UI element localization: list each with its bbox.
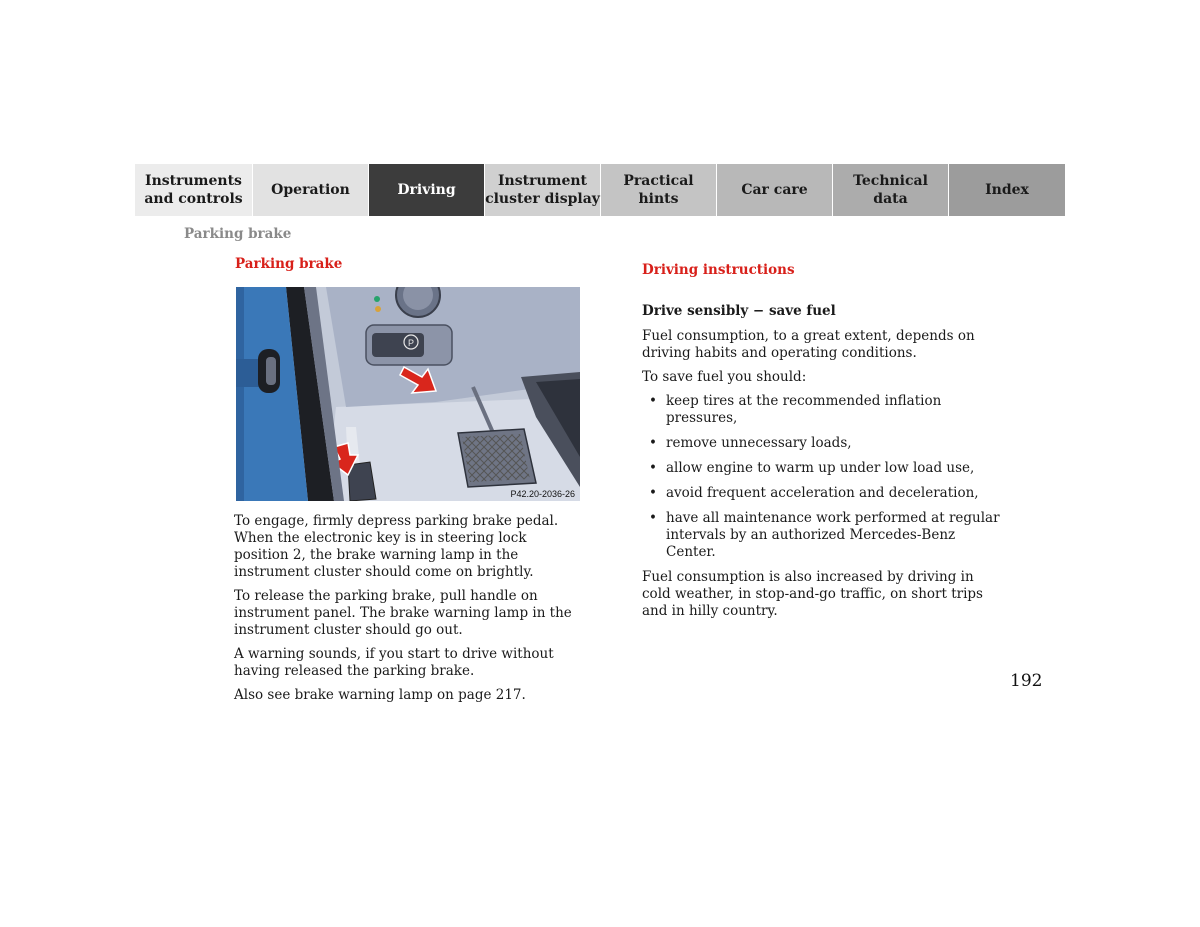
- save-fuel-subheading: Drive sensibly − save fuel: [642, 303, 836, 319]
- engage-paragraph: To engage, firmly depress parking brake pedal. When the electronic key is in steering lock position 2, the brake warning lamp in the instrument cluster should come on brightly.: [234, 513, 559, 580]
- release-paragraph: To release the parking brake, pull handle on instrument panel. The brake warning lamp in the instrument cluster should go out.: [234, 588, 572, 638]
- lead-paragraph: To save fuel you should:: [642, 369, 807, 385]
- intro-paragraph: Fuel consumption, to a great extent, depends on driving habits and operating conditions.: [642, 328, 975, 361]
- page-number: 192: [1010, 671, 1043, 691]
- list-item: • remove unnecessary loads,: [642, 435, 1002, 452]
- tab-practical-hints[interactable]: Practical hints: [601, 164, 717, 216]
- left-column: [234, 513, 584, 711]
- tab-car-care[interactable]: Car care: [717, 164, 833, 216]
- tab-driving[interactable]: Driving: [369, 164, 485, 216]
- tab-operation[interactable]: Operation: [253, 164, 369, 216]
- fuel-tips-list: [642, 393, 1002, 561]
- warning-paragraph: A warning sounds, if you start to drive without having released the parking brake.: [234, 646, 554, 679]
- tab-instruments-and-controls[interactable]: Instruments and controls: [135, 164, 253, 216]
- tab-index[interactable]: Index: [949, 164, 1065, 216]
- figure-reference-label: P42.20-2036-26: [510, 489, 575, 499]
- parking-brake-heading: Parking brake: [235, 256, 343, 272]
- right-column: [642, 303, 1002, 627]
- list-item: • avoid frequent acceleration and deceleration,: [642, 485, 1002, 502]
- svg-text:P: P: [407, 338, 415, 348]
- breadcrumb: Parking brake: [184, 226, 292, 242]
- list-item: • have all maintenance work performed at regular intervals by an authorized Mercedes-Benz Center.: [642, 510, 1002, 561]
- driving-instructions-heading: Driving instructions: [642, 262, 795, 278]
- chapter-tabs: [135, 164, 1065, 216]
- closing-paragraph: Fuel consumption is also increased by driving in cold weather, in stop-and-go traffic, on short trips and in hilly country.: [642, 569, 983, 619]
- tab-technical-data[interactable]: Technical data: [833, 164, 949, 216]
- parking-brake-illustration: [236, 287, 580, 501]
- tab-instrument-cluster-display[interactable]: Instrument cluster display: [485, 164, 601, 216]
- list-item: • allow engine to warm up under low load use,: [642, 460, 1002, 477]
- list-item: • keep tires at the recommended inflation pressures,: [642, 393, 1002, 427]
- illustration-drawing: [236, 287, 580, 501]
- see-also-paragraph: Also see brake warning lamp on page 217.: [234, 687, 526, 703]
